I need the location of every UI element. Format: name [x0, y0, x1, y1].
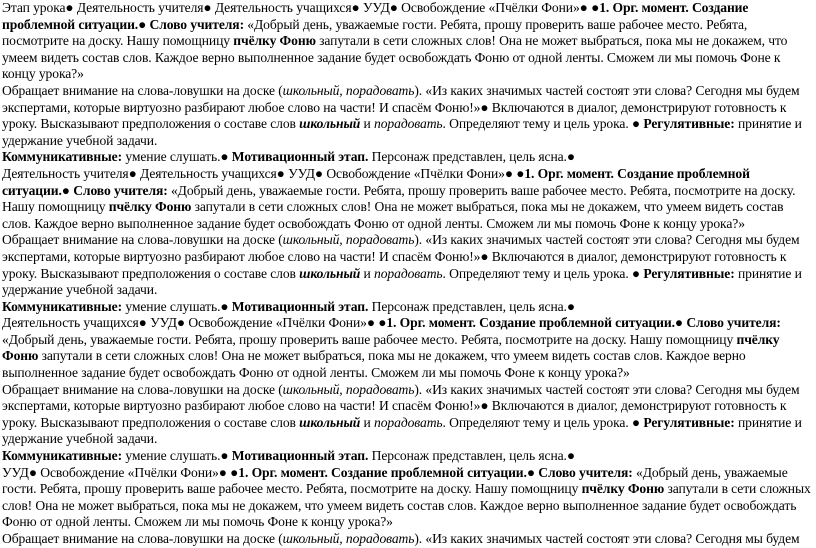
- teacher-label: Слово учителя:: [73, 182, 168, 198]
- paragraph: Коммуникативные: умение слушать.● Мотивационный этап. Персонаж представлен, цель ясна.●: [2, 448, 575, 464]
- lesson-block: [2, 465, 814, 548]
- paragraph: Этап урока● Деятельность учителя● Деятельность учащихся● УУД● Освобождение «Пчёлки Фони»● ●1. Орг. момент. Создание проблемной ситуации.● Слово учителя: «Добрый день, уважаемые гости. Ребята, прошу проверить ваше рабочее место. Ребята, посмотрите на доску. Нашу помощницу пчёлку Фоню запутали в сети сложных слов! Она не может выбраться, пока мы не докажем, что умеем видеть состав слов. Каждое верно выполненное задание будет освобождать Фоню от одной ленты. Сможем ли мы помочь Фоне к концу урока?»: [2, 0, 788, 82]
- paragraph: Обращает внимание на слова-ловушки на доске (школьный, порадовать). «Из каких значимых частей состоят эти слова? Сегодня мы будем экспертами, которые виртуозно разбирают любое слово на части! И спасём Фоню!»● Включаются в диалог, демонстрируют готовность к уроку. Высказывают предположения о составе слов школьный и порадовать. Определяют тему и цель урока. ● Регулятивные: принятие и удержание учебной задачи.: [2, 232, 802, 298]
- row-header: Деятельность учащихся● УУД● Освобождение «Пчёлки Фони»● ●: [2, 315, 387, 331]
- motivation-label: Мотивационный этап.: [231, 298, 369, 314]
- trap-words: школьный, порадовать: [282, 531, 415, 546]
- bee-name: пчёлку Фоню: [581, 481, 665, 497]
- trap-word: школьный: [299, 116, 361, 132]
- regulative-label: Регулятивные:: [643, 414, 735, 430]
- teacher-label: Слово учителя:: [686, 315, 781, 331]
- paragraph: Коммуникативные: умение слушать.● Мотивационный этап. Персонаж представлен, цель ясна.●: [2, 149, 575, 165]
- motivation-label: Мотивационный этап.: [231, 149, 369, 165]
- bee-name: пчёлку Фоню: [108, 199, 192, 215]
- teacher-label: Слово учителя:: [538, 464, 633, 480]
- lesson-block: [2, 0, 814, 166]
- trap-word: порадовать: [374, 265, 443, 281]
- lesson-block: [2, 315, 814, 464]
- trap-words: школьный, порадовать: [282, 82, 415, 98]
- trap-word: порадовать: [374, 116, 443, 132]
- bee-name: пчёлку Фоню: [2, 331, 780, 364]
- lesson-block: [2, 166, 814, 315]
- motivation-label: Мотивационный этап.: [231, 448, 369, 464]
- stage-heading: 1. Орг. момент. Создание проблемной ситуации.: [238, 464, 527, 480]
- paragraph: УУД● Освобождение «Пчёлки Фони»● ●1. Орг. момент. Создание проблемной ситуации.● Слово учителя: «Добрый день, уважаемые гости. Ребята, прошу проверить ваше рабочее место. Ребята, посмотрите на доску. Нашу помощницу пчёлку Фоню запутали в сети сложных слов! Она не может выбраться, пока мы не докажем, что умеем видеть состав слов. Каждое верно выполненное задание будет освобождать Фоню от одной ленты. Сможем ли мы помочь Фоне к концу урока?»: [2, 464, 811, 530]
- communicative-label: Коммуникативные:: [2, 149, 123, 165]
- trap-word: порадовать: [374, 414, 443, 430]
- trap-words: школьный, порадовать: [282, 232, 415, 248]
- paragraph: Деятельность учащихся● УУД● Освобождение «Пчёлки Фони»● ●1. Орг. момент. Создание проблемной ситуации.● Слово учителя: «Добрый день, уважаемые гости. Ребята, прошу проверить ваше рабочее место. Ребята, посмотрите на доску. Нашу помощницу пчёлку Фоню запутали в сети сложных слов! Она не может выбраться, пока мы не докажем, что умеем видеть состав слов. Каждое верно выполненное задание будет освобождать Фоню от одной ленты. Сможем ли мы помочь Фоне к концу урока?»: [2, 315, 781, 381]
- paragraph: Обращает внимание на слова-ловушки на доске (школьный, порадовать). «Из каких значимых частей состоят эти слова? Сегодня мы будем экспертами, которые виртуозно разбирают любое слово на части! И спасём Фоню!»● Включаются в диалог, демонстрируют готовность к уроку. Высказывают предположения о составе слов школьный и порадовать. Определяют тему и цель урока. ● Регулятивные: принятие и удержание учебной задачи.: [2, 82, 802, 148]
- paragraph: Обращает внимание на слова-ловушки на доске (школьный, порадовать). «Из каких значимых частей состоят эти слова? Сегодня мы будем экспертами, которые виртуозно разбирают любое слово на части! И спасём Фоню!»● Включаются в диалог, демонстрируют готовность к уроку. Высказывают предположения о составе слов школьный и порадовать. Определяют тему и цель урока. ● Регулятивные: принятие и удержание учебной задачи.: [2, 381, 802, 447]
- row-header: УУД● Освобождение «Пчёлки Фони»● ●: [2, 464, 239, 480]
- bee-name: пчёлку Фоню: [233, 33, 316, 49]
- paragraph: Деятельность учителя● Деятельность учащихся● УУД● Освобождение «Пчёлки Фони»● ●1. Орг. момент. Создание проблемной ситуации.● Слово учителя: «Добрый день, уважаемые гости. Ребята, прошу проверить ваше рабочее место. Ребята, посмотрите на доску. Нашу помощницу пчёлку Фоню запутали в сети сложных слов! Она не может выбраться, пока мы не докажем, что умеем видеть состав слов. Каждое верно выполненное задание будет освобождать Фоню от одной ленты. Сможем ли мы помочь Фоне к концу урока?»: [2, 165, 796, 231]
- stage-heading: 1. Орг. момент. Создание проблемной ситуации.: [2, 165, 750, 198]
- stage-heading: 1. Орг. момент. Создание проблемной ситуации.: [386, 315, 675, 331]
- stage-heading: 1. Орг. момент. Создание проблемной ситуации.: [2, 0, 749, 32]
- row-header: Этап урока● Деятельность учителя● Деятельность учащихся● УУД● Освобождение «Пчёлки Фони»● ●: [2, 0, 600, 15]
- trap-words: школьный, порадовать: [282, 381, 415, 397]
- regulative-label: Регулятивные:: [643, 116, 735, 132]
- row-header: Деятельность учителя● Деятельность учащихся● УУД● Освобождение «Пчёлки Фони»● ●: [2, 165, 525, 181]
- teacher-label: Слово учителя:: [149, 16, 244, 32]
- paragraph: Коммуникативные: умение слушать.● Мотивационный этап. Персонаж представлен, цель ясна.●: [2, 298, 575, 314]
- trap-word: школьный: [299, 414, 361, 430]
- paragraph: Обращает внимание на слова-ловушки на доске (школьный, порадовать). «Из каких значимых частей состоят эти слова? Сегодня мы будем: [2, 531, 800, 546]
- trap-word: школьный: [299, 265, 361, 281]
- communicative-label: Коммуникативные:: [2, 298, 123, 314]
- communicative-label: Коммуникативные:: [2, 448, 123, 464]
- regulative-label: Регулятивные:: [643, 265, 735, 281]
